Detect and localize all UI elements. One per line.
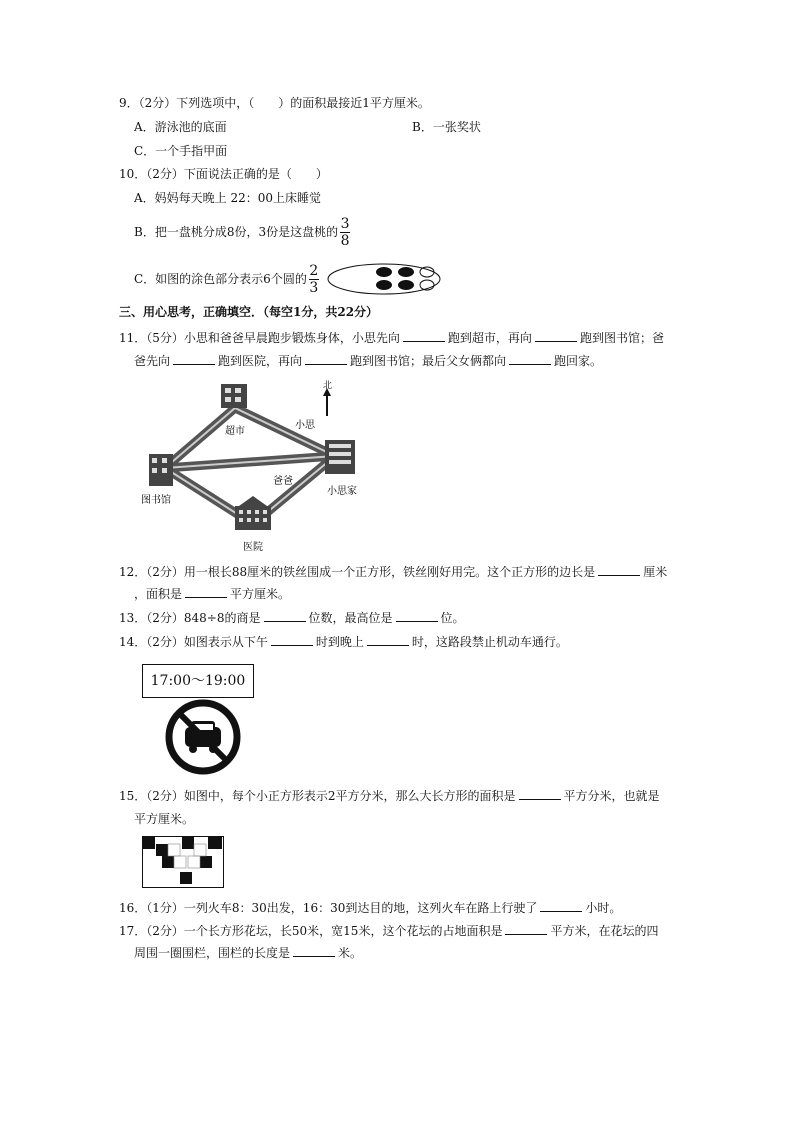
hospital-label: 医院 (243, 542, 263, 553)
q11-blank-4[interactable] (305, 352, 347, 365)
north-arrow-icon (323, 388, 331, 416)
q12-blank-2[interactable] (185, 585, 227, 598)
q17-line2: 周围一圈围栏，围栏的长度是 米。 (134, 946, 363, 960)
time-sign: 17:00～19:00 (142, 664, 254, 698)
supermarket-label: 超市 (225, 426, 245, 437)
q10-option-b-fraction: $\frac{3}{8}$ (340, 216, 350, 249)
q11-blank-1[interactable] (403, 329, 445, 342)
q16-line: 16．（1分）一列火车8：30出发，16：30到达目的地，这列火车在路上行驶了 小时。 (119, 901, 622, 915)
q10-option-b-text: B．把一盘桃分成8份，3份是这盘桃的 (134, 225, 339, 239)
section-3-title: 三、用心思考，正确填空．（每空1分，共22分） (119, 305, 379, 319)
q15-blank-1[interactable] (519, 787, 561, 800)
q9-option-b[interactable]: B．一张奖状 (412, 120, 481, 134)
route-map (135, 376, 365, 556)
home-label: 小思家 (327, 486, 357, 497)
q17-line1: 17．（2分）一个长方形花坛，长50米，宽15米，这个花坛的占地面积是 平方米，在花坛的四 (119, 924, 659, 938)
q14-line: 14．（2分）如图表示从下午 时到晚上 时，这路段禁止机动车通行。 (119, 635, 568, 649)
q10-stem: 10．（2分）下面说法正确的是（ ） (119, 167, 328, 181)
library-building (149, 454, 173, 486)
q11-blank-3[interactable] (173, 352, 215, 365)
home-building (325, 440, 355, 474)
q15-line2: 平方厘米。 (134, 812, 195, 826)
library-label: 图书馆 (141, 495, 171, 506)
q14-blank-1[interactable] (271, 633, 313, 646)
q12-blank-1[interactable] (598, 563, 640, 576)
q13-line: 13．（2分）848÷8的商是 位数，最高位是 位。 (119, 611, 465, 625)
north-label: 北 (323, 381, 333, 391)
q9-option-a[interactable]: A．游泳池的底面 (134, 120, 227, 134)
q15-line1: 15．（2分）如图中，每个小正方形表示2平方分米，那么大长方形的面积是 平方分米，也就是 (119, 789, 660, 803)
no-motor-vehicle-sign-icon (163, 697, 243, 777)
q10-option-b[interactable] (134, 212, 350, 252)
q17-blank-2[interactable] (293, 944, 335, 957)
hospital-building (235, 496, 271, 530)
q9-stem: 9．（2分）下列选项中，（ ）的面积最接近1平方厘米。 (119, 96, 430, 110)
xiaosi-label: 小思 (295, 420, 315, 431)
q16-blank-1[interactable] (540, 899, 582, 912)
q13-blank-1[interactable] (264, 609, 306, 622)
q10-option-c-fraction: $\frac{2}{3}$ (309, 263, 319, 296)
q10-option-c-text: C．如图的涂色部分表示6个圆的 (134, 272, 307, 286)
q17-blank-1[interactable] (505, 922, 547, 935)
q9-option-c[interactable]: C．一个手指甲面 (134, 144, 228, 158)
dad-label: 爸爸 (273, 476, 293, 487)
q10-option-a[interactable]: A．妈妈每天晚上 22：00上床睡觉 (134, 191, 322, 205)
q12-line1: 12．（2分）用一根长88厘米的铁丝围成一个正方形，铁丝刚好用完。这个正方形的边长是 厘米 (119, 565, 668, 579)
q11-line2: 爸先向 跑到医院，再向 跑到图书馆；最后父女俩都向 跑回家。 (134, 354, 603, 368)
q11-line1: 11．（5分）小思和爸爸早晨跑步锻炼身体，小思先向 跑到超市，再向 跑到图书馆；爸 (119, 331, 664, 345)
q11-blank-2[interactable] (535, 329, 577, 342)
squares-figure (142, 836, 224, 888)
supermarket-building (221, 384, 247, 408)
circles-figure (326, 262, 442, 296)
q14-blank-2[interactable] (367, 633, 409, 646)
q12-line2: ，面积是 平方厘米。 (134, 587, 291, 601)
q11-blank-5[interactable] (509, 352, 551, 365)
q10-option-c[interactable] (134, 259, 319, 299)
q13-blank-2[interactable] (396, 609, 438, 622)
